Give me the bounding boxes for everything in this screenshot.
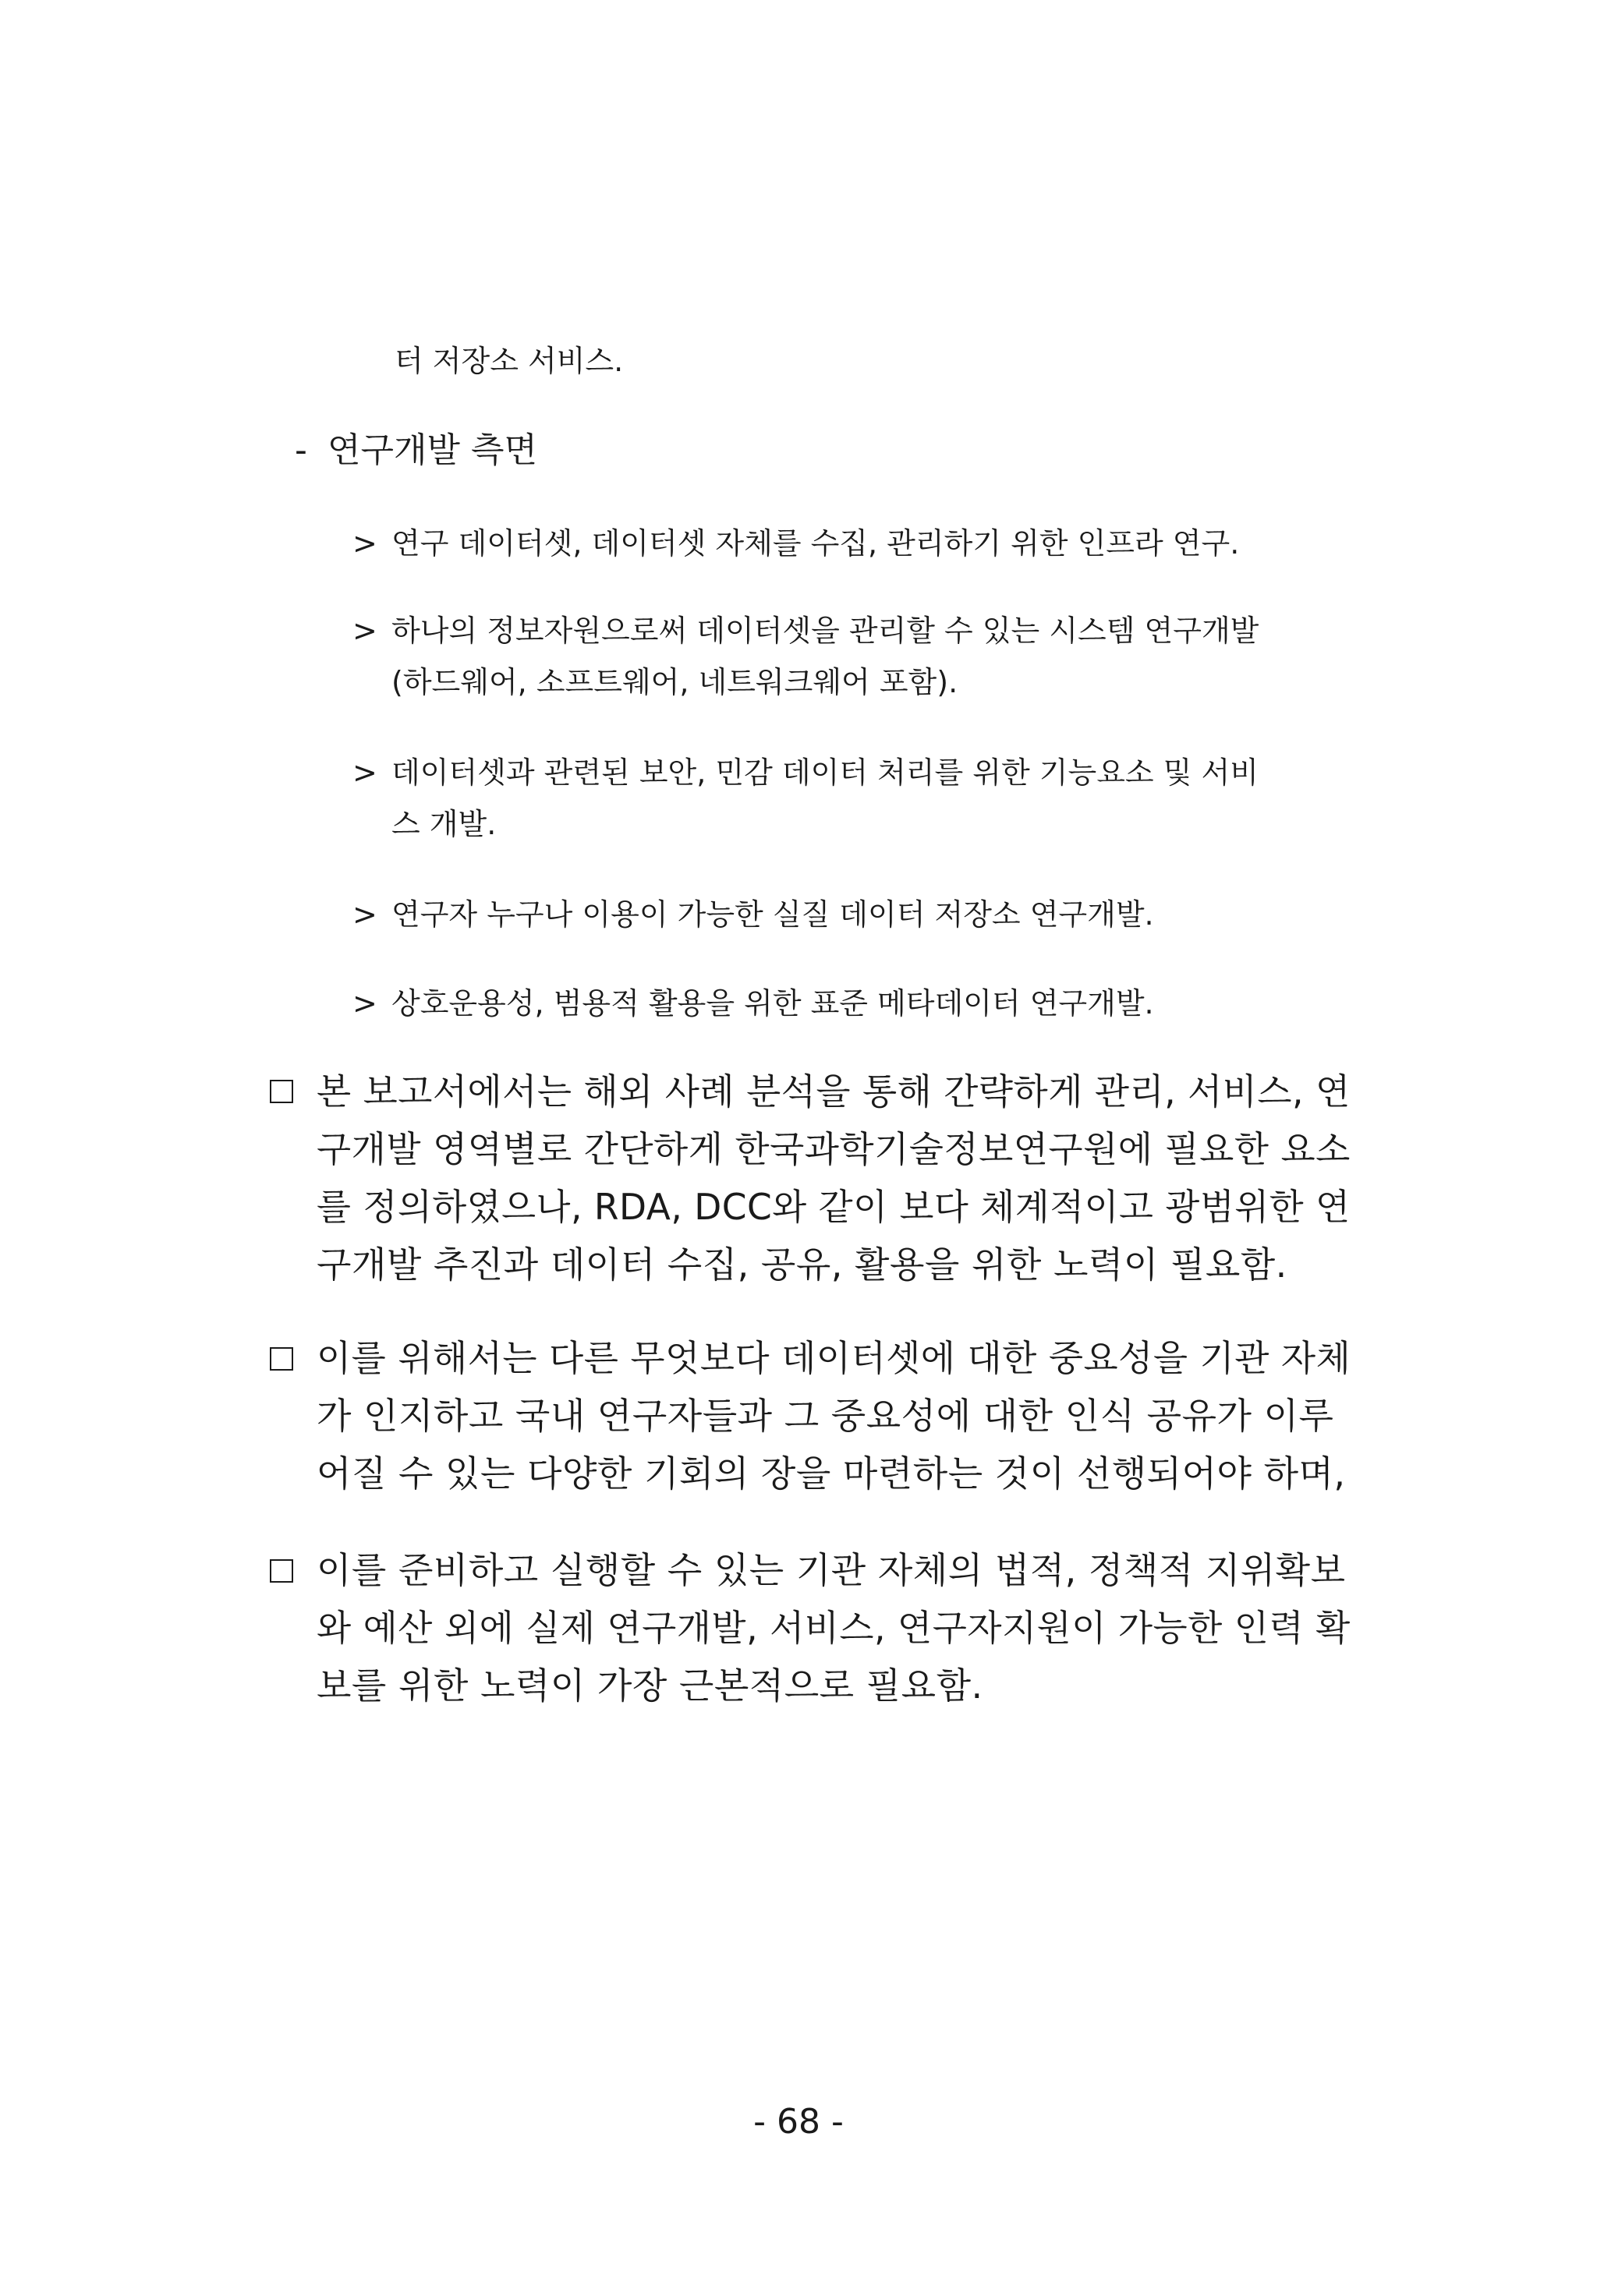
paragraph-line: 구개발 추진과 데이터 수집, 공유, 활용을 위한 노력이 필요함. <box>317 1244 1287 1286</box>
paragraph-line: 어질 수 있는 다양한 기회의 장을 마련하는 것이 선행되어야 하며, <box>317 1452 1346 1495</box>
checkbox-bullet-icon <box>270 1080 293 1103</box>
section-title: 연구개발 측면 <box>328 430 538 470</box>
sub-item-text: 데이터셋과 관련된 보안, 민감 데이터 처리를 위한 기능요소 및 서비 <box>391 755 1259 790</box>
sub-item-text: 하나의 정보자원으로써 데이터셋을 관리할 수 있는 시스템 연구개발 <box>391 614 1259 648</box>
paragraph-line: 이를 위해서는 다른 무엇보다 데이터셋에 대한 중요성을 기관 자체 <box>317 1337 1351 1379</box>
checkbox-bullet-icon <box>270 1347 293 1371</box>
sub-item-marker: > <box>352 897 377 932</box>
sub-item-marker: > <box>352 986 377 1021</box>
sub-item-marker: > <box>352 526 377 561</box>
checkbox-bullet-icon <box>270 1559 293 1583</box>
paragraph-line: 를 정의하였으나, RDA, DCC와 같이 보다 체계적이고 광범위한 연 <box>317 1186 1351 1228</box>
page-number: - 68 - <box>753 2102 844 2142</box>
paragraph-line: 가 인지하고 국내 연구자들과 그 중요성에 대한 인식 공유가 이루 <box>317 1395 1334 1437</box>
continuation-line: 터 저장소 서비스. <box>395 344 624 378</box>
sub-item-text-continued: 스 개발. <box>391 807 497 841</box>
sub-item-marker: > <box>352 614 377 648</box>
paragraph-line: 이를 준비하고 실행할 수 있는 기관 자체의 법적, 정책적 지위확보 <box>317 1549 1346 1591</box>
paragraph-line: 와 예산 외에 실제 연구개발, 서비스, 연구자지원이 가능한 인력 확 <box>317 1607 1351 1649</box>
sub-item-text: 상호운용성, 범용적 활용을 위한 표준 메타데이터 연구개발. <box>391 986 1154 1021</box>
paragraph-line: 본 보고서에서는 해외 사례 분석을 통해 간략하게 관리, 서비스, 연 <box>317 1070 1351 1113</box>
sub-item-marker: > <box>352 755 377 790</box>
sub-item-text: 연구자 누구나 이용이 가능한 실질 데이터 저장소 연구개발. <box>391 897 1154 932</box>
sub-item-text-continued: (하드웨어, 소프트웨어, 네트워크웨어 포함). <box>391 665 958 699</box>
sub-item-text: 연구 데이터셋, 데이터셋 자체를 수집, 관리하기 위한 인프라 연구. <box>391 526 1240 561</box>
section-dash-marker: - <box>295 430 307 470</box>
paragraph-line: 보를 위한 노력이 가장 근본적으로 필요함. <box>317 1665 983 1707</box>
paragraph-line: 구개발 영역별로 간단하게 한국과학기술정보연구원에 필요한 요소 <box>317 1128 1351 1170</box>
